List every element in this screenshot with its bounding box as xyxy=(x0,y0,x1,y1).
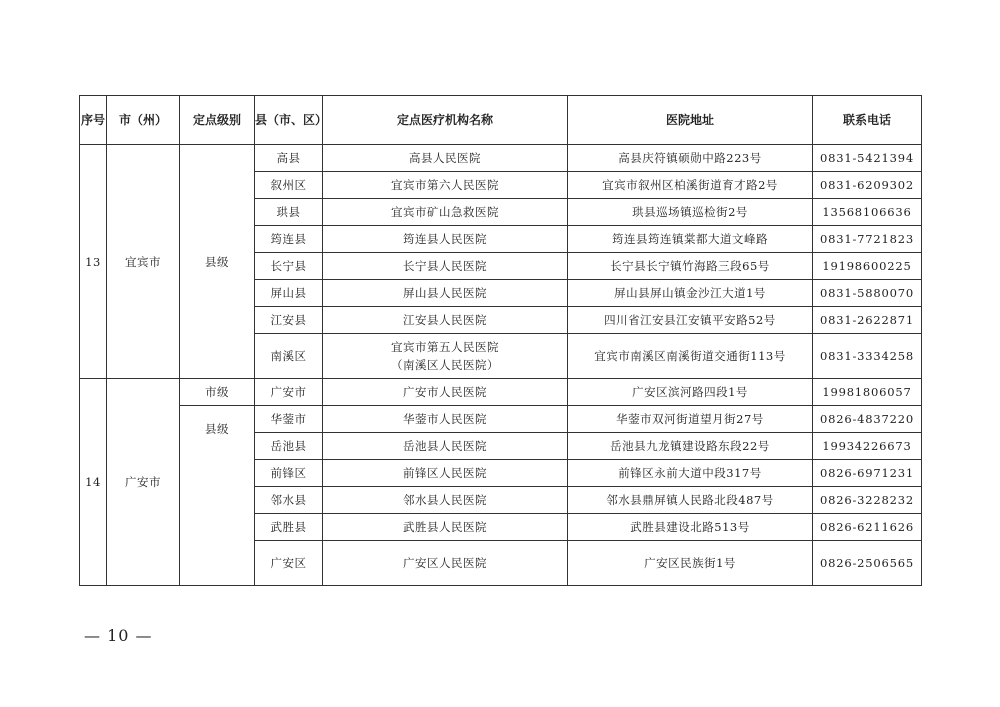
hospital-name-cell: 前锋区人民医院 xyxy=(323,460,568,487)
county-cell: 筠连县 xyxy=(255,226,323,253)
address-cell: 华蓥市双河街道望月街27号 xyxy=(568,406,813,433)
phone-cell: 0826-2506565 xyxy=(813,541,922,586)
hospital-name-cell: 岳池县人民医院 xyxy=(323,433,568,460)
address-cell: 珙县巡场镇巡检街2号 xyxy=(568,199,813,226)
header-name: 定点医疗机构名称 xyxy=(323,96,568,145)
group-city: 广安市 xyxy=(107,379,180,586)
county-cell: 江安县 xyxy=(255,307,323,334)
hospital-name-line1: 宜宾市第五人民医院 xyxy=(391,340,499,354)
phone-cell: 0831-5421394 xyxy=(813,145,922,172)
hospital-name-cell: 华蓥市人民医院 xyxy=(323,406,568,433)
header-address: 医院地址 xyxy=(568,96,813,145)
hospital-name-cell: 宜宾市第六人民医院 xyxy=(323,172,568,199)
hospital-name-cell: 筠连县人民医院 xyxy=(323,226,568,253)
group-index: 13 xyxy=(80,145,107,379)
county-cell: 广安市 xyxy=(255,379,323,406)
hospital-name-cell xyxy=(323,334,568,379)
header-row xyxy=(80,96,922,145)
group-city: 宜宾市 xyxy=(107,145,180,379)
address-cell: 四川省江安县江安镇平安路52号 xyxy=(568,307,813,334)
phone-cell: 19934226673 xyxy=(813,433,922,460)
address-cell: 筠连县筠连镇棠都大道文峰路 xyxy=(568,226,813,253)
table-row xyxy=(80,379,922,406)
county-cell: 广安区 xyxy=(255,541,323,586)
address-cell: 广安区滨河路四段1号 xyxy=(568,379,813,406)
hospital-name-cell: 屏山县人民医院 xyxy=(323,280,568,307)
address-cell: 邻水县鼎屏镇人民路北段487号 xyxy=(568,487,813,514)
header-level: 定点级别 xyxy=(180,96,255,145)
address-cell: 武胜县建设北路513号 xyxy=(568,514,813,541)
table-row xyxy=(80,145,922,172)
hospital-name-cell: 江安县人民医院 xyxy=(323,307,568,334)
address-cell: 宜宾市南溪区南溪街道交通街113号 xyxy=(568,334,813,379)
address-cell: 高县庆符镇硕勋中路223号 xyxy=(568,145,813,172)
address-cell: 屏山县屏山镇金沙江大道1号 xyxy=(568,280,813,307)
page-number: — 10 — xyxy=(84,626,153,645)
group-level: 县级 xyxy=(180,406,255,586)
county-cell: 叙州区 xyxy=(255,172,323,199)
phone-cell: 0831-6209302 xyxy=(813,172,922,199)
hospital-name-cell: 武胜县人民医院 xyxy=(323,514,568,541)
group-level: 县级 xyxy=(180,145,255,379)
hospital-table xyxy=(79,95,922,586)
phone-cell: 13568106636 xyxy=(813,199,922,226)
phone-cell: 0831-7721823 xyxy=(813,226,922,253)
county-cell: 华蓥市 xyxy=(255,406,323,433)
county-cell: 珙县 xyxy=(255,199,323,226)
hospital-name-cell: 长宁县人民医院 xyxy=(323,253,568,280)
phone-cell: 0831-3334258 xyxy=(813,334,922,379)
address-cell: 长宁县长宁镇竹海路三段65号 xyxy=(568,253,813,280)
header-city: 市（州） xyxy=(107,96,180,145)
hospital-name-cell: 宜宾市矿山急救医院 xyxy=(323,199,568,226)
address-cell: 广安区民族街1号 xyxy=(568,541,813,586)
hospital-name-cell: 广安市人民医院 xyxy=(323,379,568,406)
county-cell: 屏山县 xyxy=(255,280,323,307)
county-cell: 武胜县 xyxy=(255,514,323,541)
header-county: 县（市、区） xyxy=(255,96,323,145)
phone-cell: 0826-4837220 xyxy=(813,406,922,433)
hospital-name-cell: 高县人民医院 xyxy=(323,145,568,172)
phone-cell: 0826-6971231 xyxy=(813,460,922,487)
group-index: 14 xyxy=(80,379,107,586)
phone-cell: 0826-6211626 xyxy=(813,514,922,541)
hospital-name-cell: 广安区人民医院 xyxy=(323,541,568,586)
phone-cell: 19981806057 xyxy=(813,379,922,406)
group-level: 市级 xyxy=(180,379,255,406)
phone-cell: 0826-3228232 xyxy=(813,487,922,514)
county-cell: 南溪区 xyxy=(255,334,323,379)
county-cell: 长宁县 xyxy=(255,253,323,280)
county-cell: 岳池县 xyxy=(255,433,323,460)
county-cell: 高县 xyxy=(255,145,323,172)
phone-cell: 19198600225 xyxy=(813,253,922,280)
hospital-name-line2: （南溪区人民医院） xyxy=(391,358,499,372)
header-index: 序号 xyxy=(80,96,107,145)
hospital-name-cell: 邻水县人民医院 xyxy=(323,487,568,514)
county-cell: 邻水县 xyxy=(255,487,323,514)
county-cell: 前锋区 xyxy=(255,460,323,487)
address-cell: 宜宾市叙州区柏溪街道育才路2号 xyxy=(568,172,813,199)
phone-cell: 0831-5880070 xyxy=(813,280,922,307)
header-phone: 联系电话 xyxy=(813,96,922,145)
address-cell: 前锋区永前大道中段317号 xyxy=(568,460,813,487)
address-cell: 岳池县九龙镇建设路东段22号 xyxy=(568,433,813,460)
table-row xyxy=(80,406,922,433)
phone-cell: 0831-2622871 xyxy=(813,307,922,334)
